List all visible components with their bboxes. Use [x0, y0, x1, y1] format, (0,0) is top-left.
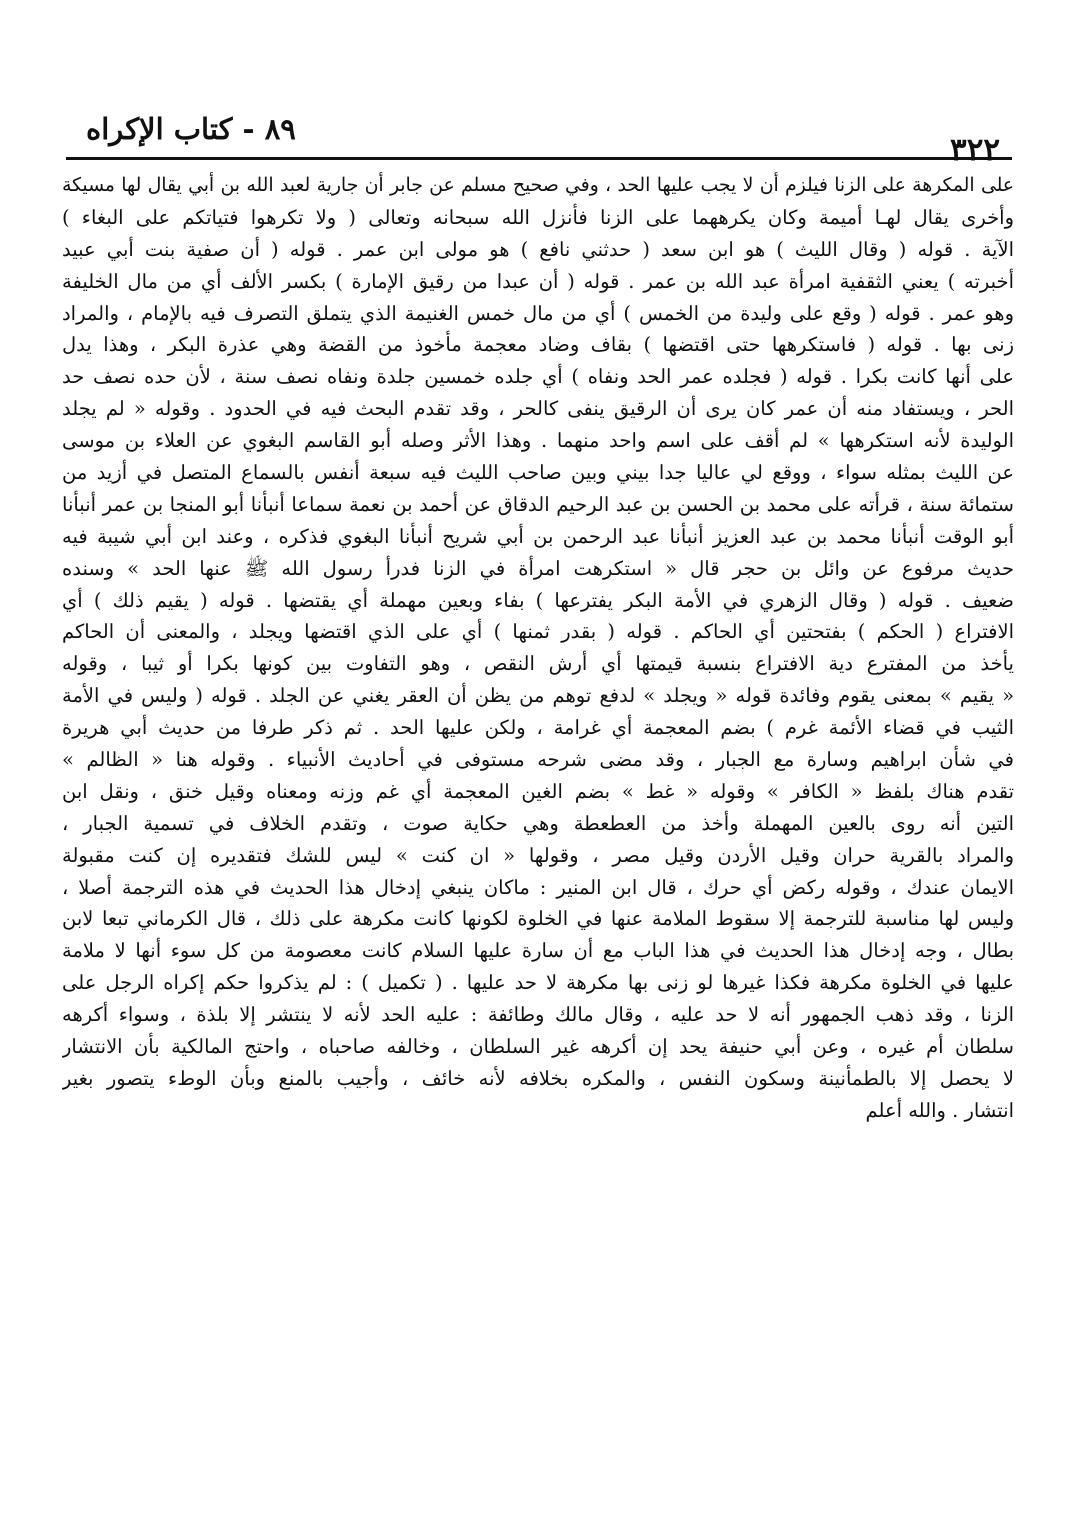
chapter-title: ٨٩ - كتاب الإكراه	[86, 112, 296, 146]
text-line: لا يحصل إلا بالطمأنينة وسكون النفس ، والمكره بخلافه لأنه خائف ، وأجيب بالمنع وبأن الوطء يتصور بغير	[62, 1066, 1014, 1090]
text-line: الوليدة لأنه استكرهها » لم أقف على اسم واحد منهما . وهذا الأثر وصله أبو القاسم البغوي عن العلاء بن موسى	[62, 429, 1014, 453]
text-line: حديث مرفوع عن وائل بن حجر قال « استكرهت امرأة في الزنا فدرأ رسول الله ﷺ عنها الحد » وسنده	[62, 556, 1014, 580]
text-line: بطال ، وجه إدخال هذا الحديث في هذا الباب مع أن سارة عليها السلام كانت معصومة من كل سوء أنها لا ملامة	[62, 939, 1014, 963]
text-line: في شأن ابراهيم وسارة مع الجبار ، وقد مضى شرحه مستوفى في أحاديث الأنبياء . وقوله هنا « الظالم »	[62, 748, 1014, 772]
header-divider	[66, 157, 1012, 160]
text-line: يأخذ من المفترع دية الافتراع بنسبة قيمتها أي أرش النقص ، وهو التفاوت بين كونها بكرا أو ثيبا ، وقوله	[62, 652, 1014, 676]
text-line: عليها في الخلوة مكرهة فكذا غيرها لو زنى بها مكرهة لا حد عليها . ( تكميل ) : لم يذكروا حكم إكراه الرجل على	[62, 971, 1014, 995]
text-line: وأخرى يقال لهـا أميمة وكان يكرههما على الزنا فأنزل الله سبحانه وتعالى ( ولا تكرهوا فتياتكم على البغاء )	[62, 205, 1014, 229]
text-line: الافتراع ( الحكم ) بفتحتين أي الحاكم . قوله ( بقدر ثمنها ) أي على الذي اقتضها ويجلد ، والمعنى أن الحاكم	[62, 620, 1014, 644]
text-line: ضعيف . قوله ( وقال الزهري في الأمة البكر يفترعها ) بفاء وبعين مهملة أي يقتضها . قوله ( يقيم ذلك ) أي	[62, 588, 1014, 612]
text-line: والمراد بالقرية حران وقيل الأردن وقيل مصر ، وقولها « ان كنت » ليس للشك فتقديره إن كنت مقبولة	[62, 843, 1014, 867]
page-number: ٣٢٢	[950, 132, 1000, 168]
text-line: على المكرهة على الزنا فيلزم أن لا يجب عليها الحد ، وفي صحيح مسلم عن جابر أن جارية لعبد الله بن أبي يقال لها مسيكة	[62, 175, 1014, 196]
text-line: ستمائة سنة ، قرأته على محمد بن الحسن بن عبد الرحيم الدقاق عن أحمد بن نعمة سماعا أنبأنا أبو المنجا بن عمر أنبأنا	[62, 492, 1014, 516]
text-line: « يقيم » بمعنى يقوم وفائدة قوله « ويجلد » لدفع توهم من يظن أن العقر يغني عن الجلد . قوله ( وليس في الأمة	[62, 684, 1014, 708]
text-line: الثيب في قضاء الأئمة غرم ) بضم المعجمة أي غرامة ، ولكن عليها الحد . ثم ذكر طرفا من حديث أبي هريرة	[62, 716, 1014, 740]
text-line-final: انتشار . والله أعلم	[865, 1098, 1014, 1122]
commentary-text	[62, 170, 1014, 1127]
text-line: أخبرته ) يعني الثقفية امرأة عبد الله بن عمر . قوله ( أن عبدا من رقيق الإمارة ) بكسر الألف أي من مال الخليفة	[62, 269, 1014, 293]
text-line: الآية . قوله ( وقال الليث ) هو ابن سعد ( حدثني نافع ) هو مولى ابن عمر . قوله ( أن صفية بنت أبي عبيد	[62, 237, 1014, 261]
text-line: الزنا ، وقد ذهب الجمهور أنه لا حد عليه ، وقال مالك وطائفة : عليه الحد لأنه لا ينتشر إلا بلذة ، وسواء أكرهه	[62, 1003, 1014, 1027]
text-line: سلطان أم غيره ، وعن أبي حنيفة يحد إن أكرهه غير السلطان ، وخالفه صاحباه ، واحتج المالكية بأن الانتشار	[62, 1035, 1014, 1059]
text-line: على أنها كانت بكرا . قوله ( فجلده عمر الحد ونفاه ) أي جلده خمسين جلدة ونفاه نصف سنة ، لأن حده نصف حد	[62, 365, 1014, 389]
page-header	[66, 112, 1012, 168]
text-line: عن الليث بمثله سواء ، ووقع لي عاليا جدا بيني وبين صاحب الليث فيه سبعة أنفس بالسماع المتصل في أزيد من	[62, 461, 1014, 485]
text-line: زنى بها . قوله ( فاستكرهها حتى اقتضها ) بقاف وضاد معجمة مأخوذ من القضة وهي عذرة البكر ، وهذا يدل	[62, 333, 1014, 357]
text-line: وهو عمر . قوله ( وقع على وليدة من الخمس ) أي من مال خمس الغنيمة الذي يتملق التصرف فيه بالإمام ، والمراد	[62, 301, 1014, 325]
text-line: أبو الوقت أنبأنا محمد بن عبد العزيز أنبأنا عبد الرحمن بن أبي شريح أنبأنا البغوي فذكره ، وعند ابن أبي شيبة فيه	[62, 524, 1014, 548]
text-line: وليس لها مناسبة للترجمة إلا سقوط الملامة عنها في الخلوة لكونها كانت مكرهة على ذلك ، قال الكرماني تبعا لابن	[62, 907, 1014, 931]
text-line: التين أنه روى بالعين المهملة وأخذ من العطعطة وهي حكاية صوت ، وتقدم الخلاف في تسمية الجبار ،	[62, 811, 1014, 835]
text-line: الحر ، ويستفاد منه أن عمر كان يرى أن الرقيق ينفى كالحر ، وقد تقدم البحث فيه في الحدود . وقوله « لم يجلد	[62, 397, 1014, 421]
text-line: الايمان عندك ، وقوله ركض أي حرك ، قال ابن المنير : ماكان ينبغي إدخال هذا الحديث في هذه الترجمة أصلا ،	[62, 875, 1014, 899]
text-line: تقدم هناك بلفظ « الكافر » وقوله « غط » بضم الغين المعجمة أي غم وزنه ومعناه وقيل خنق ، ونقل ابن	[62, 779, 1014, 803]
